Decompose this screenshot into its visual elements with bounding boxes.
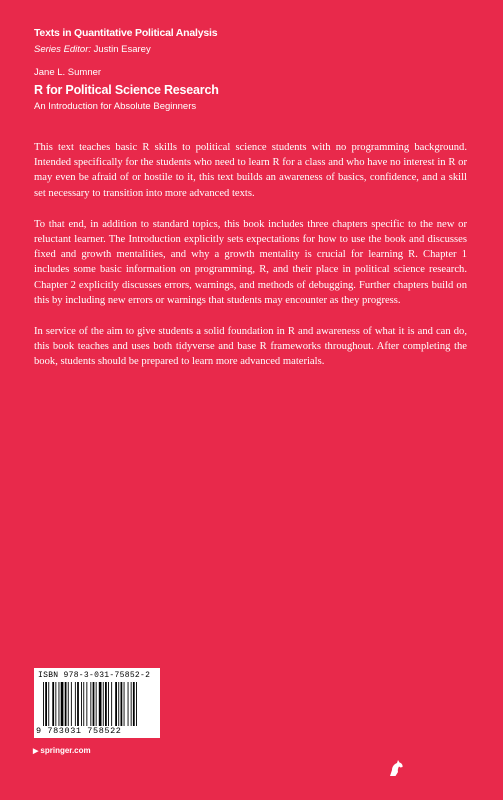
book-subtitle: An Introduction for Absolute Beginners (34, 101, 197, 112)
barcode-bar (131, 682, 132, 726)
series-title: Texts in Quantitative Political Analysis (34, 27, 218, 39)
barcode-bar (99, 682, 102, 726)
blurb-paragraph: To that end, in addition to standard topics, this book includes three chapters specific to the new or reluctant learner. The Introduction explicitly sets expectations for how to use the book and discusses fixed and growth mentalities, and why a growth mentality is crucial for learning R. Chapter 1 includes some basic information on programming, R, and their place in political science research. Chapter 2 explicitly discusses errors, warnings, and methods of debugging. Further chapters build on this by including new errors or warnings that students may encounter as they progress. (34, 218, 467, 306)
barcode-bar (65, 682, 67, 726)
barcode-bar (61, 682, 64, 726)
blurb-paragraph: In service of the aim to give students a solid foundation in R and awareness of what it is and can do, this book teaches and uses both tidyverse and base R frameworks throughout. After completing the book, students should be prepared to learn more advanced materials. (34, 326, 467, 368)
publisher-url: springer.com (40, 746, 91, 755)
barcode-bar (45, 682, 47, 726)
series-editor-name: Justin Esarey (93, 44, 151, 55)
barcode-bar (105, 682, 107, 726)
ean-digits: 9 783031 758522 (36, 726, 122, 736)
series-editor (34, 44, 151, 55)
publisher-link[interactable] (33, 746, 91, 755)
springer-horse-logo (386, 758, 406, 778)
series-editor-label: Series Editor: (34, 44, 92, 55)
barcode-bar (93, 682, 95, 726)
arrow-right-icon: ▶ (33, 748, 39, 755)
barcode (34, 668, 160, 738)
barcode-bar (133, 682, 135, 726)
barcode-bar (118, 682, 119, 726)
blurb-text (34, 140, 467, 386)
barcode-bar (124, 682, 125, 726)
barcode-bar (111, 682, 112, 726)
barcode-bar (136, 682, 137, 726)
barcode-bar (121, 682, 123, 726)
barcode-bar (71, 682, 72, 726)
barcode-bar (86, 682, 87, 726)
barcode-bar (55, 682, 56, 726)
barcode-bar (43, 682, 44, 726)
barcode-bars (43, 682, 155, 726)
blurb-paragraph: This text teaches basic R skills to political science students with no programming background. Intended specifically for the students who need to learn R for a class and who have no interest in R or may even be afraid of or hostile to it, this text builds an awareness of basics, confidence, and a skill set necessary to transition into more advanced texts. (34, 142, 467, 199)
barcode-bar (52, 682, 54, 726)
barcode-bar (108, 682, 109, 726)
barcode-bar (90, 682, 91, 726)
barcode-bar (48, 682, 49, 726)
barcode-bar (59, 682, 60, 726)
barcode-bar (103, 682, 104, 726)
barcode-bar (68, 682, 69, 726)
book-title: R for Political Science Research (34, 83, 219, 97)
isbn-text: ISBN 978-3-031-75852-2 (38, 671, 151, 680)
barcode-bar (128, 682, 129, 726)
author-name: Jane L. Sumner (34, 67, 102, 78)
barcode-bar (77, 682, 79, 726)
barcode-bar (75, 682, 76, 726)
barcode-bar (96, 682, 97, 726)
barcode-bar (115, 682, 117, 726)
barcode-bar (83, 682, 84, 726)
barcode-bar (81, 682, 82, 726)
